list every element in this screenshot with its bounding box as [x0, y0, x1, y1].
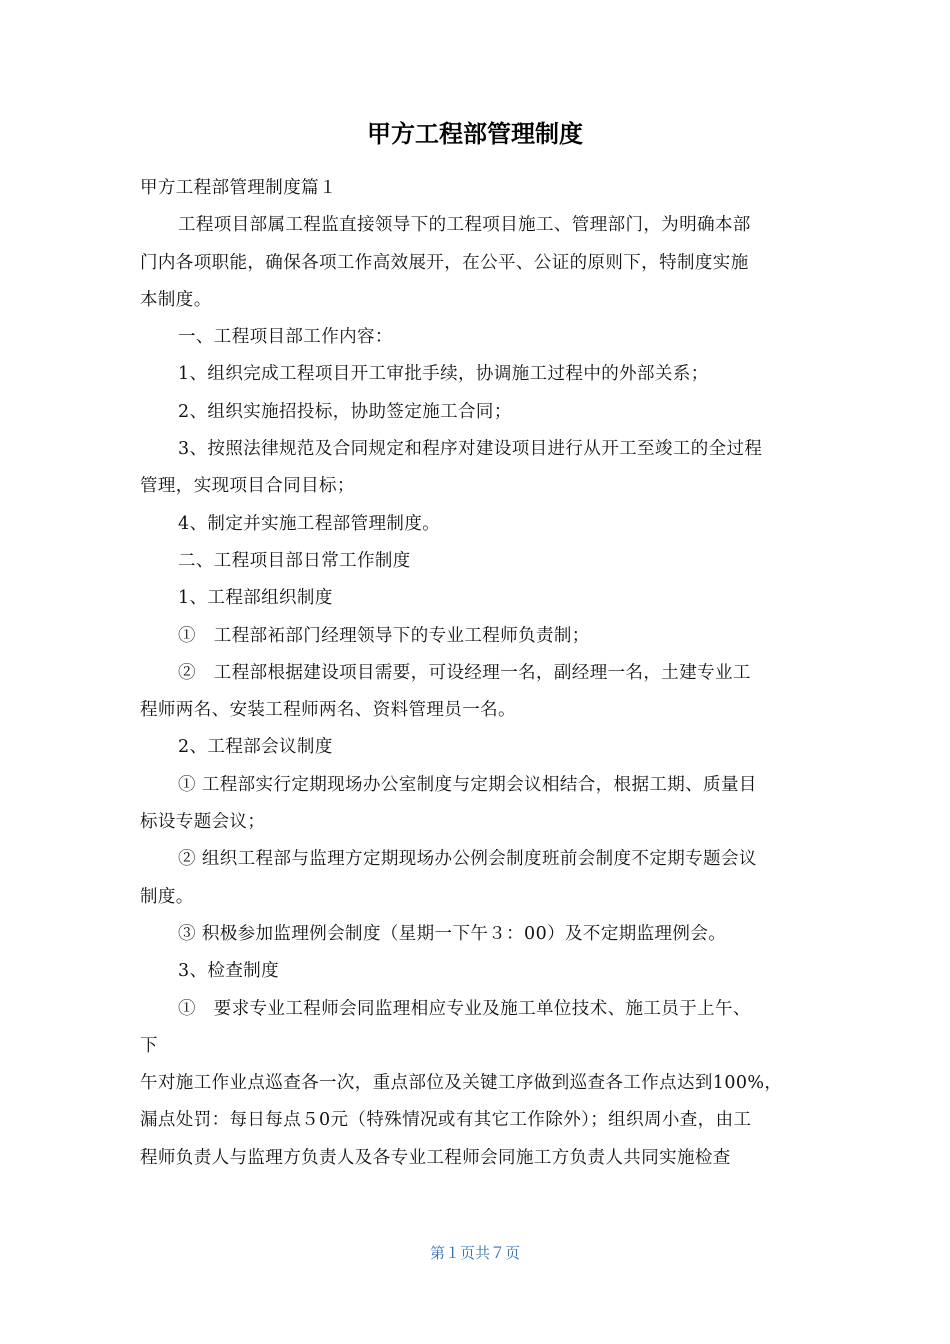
- paragraph-line: ① 工程部袥部门经理领导下的专业工程师负责制；: [178, 625, 590, 646]
- paragraph-line: 2、工程部会议制度: [178, 737, 333, 758]
- paragraph-line: ① 工程部实行定期现场办公室制度与定期会议相结合，根据工期、质量目: [178, 774, 757, 795]
- paragraph-line: ② 工程部根据建设项目需要，可设经理一名，副经理一名，土建专业工: [178, 662, 751, 683]
- paragraph-line: 程师两名、安装工程师两名、资料管理员一名。: [140, 700, 516, 721]
- paragraph-line: 管理，实现项目合同目标；: [140, 476, 355, 497]
- paragraph-line: 标设专题会议；: [140, 812, 266, 833]
- paragraph-line: 1、组织完成工程项目开工审批手续，协调施工过程中的外部关系；: [178, 364, 709, 385]
- paragraph-line: 一、工程项目部工作内容：: [178, 327, 393, 348]
- paragraph-line: 程师负责人与监理方负责人及各专业工程师会同施工方负责人共同实施检查: [140, 1147, 731, 1168]
- paragraph-line: ② 组织工程部与监理方定期现场办公例会制度班前会制度不定期专题会议: [178, 849, 757, 870]
- paragraph-line: 2、组织实施招投标，协助签定施工合同；: [178, 401, 512, 422]
- paragraph-line: 本制度。: [140, 289, 212, 310]
- paragraph-line: 门内各项职能，确保各项工作高效展开，在公平、公证的原则下，特制度实施: [140, 252, 749, 273]
- paragraph-line: 制度。: [140, 886, 194, 907]
- paragraph-line: 1、工程部组织制度: [178, 588, 333, 609]
- document-title: 甲方工程部管理制度: [367, 120, 583, 148]
- paragraph-line: 4、制定并实施工程部管理制度。: [178, 513, 441, 534]
- paragraph-line: 下: [140, 1035, 158, 1056]
- document-body: [140, 170, 805, 1177]
- page-number: 第１页共７页: [429, 1244, 520, 1262]
- paragraph-line: ① 要求专业工程师会同监理相应专业及施工单位技术、施工员于上午、: [178, 998, 751, 1019]
- paragraph-line: 漏点处罚：每日每点５0元（特殊情况或有其它工作除外）；组织周小查，由工: [140, 1110, 752, 1131]
- paragraph-line: ③ 积极参加监理例会制度（星期一下午３：00）及不定期监理例会。: [178, 923, 727, 944]
- paragraph-line: 午对施工作业点巡查各一次，重点部位及关键工序做到巡查各工作点达到100%，: [140, 1073, 783, 1094]
- paragraph-line: 3、检查制度: [178, 961, 280, 982]
- section-heading: 甲方工程部管理制度篇１: [140, 178, 337, 198]
- paragraph-line: 工程项目部属工程监直接领导下的工程项目施工、管理部门，为明确本部: [178, 215, 751, 236]
- paragraph-line: 3、按照法律规范及合同规定和程序对建设项目进行从开工至竣工的全过程: [178, 439, 763, 460]
- paragraph-line: 二、工程项目部日常工作制度: [178, 550, 411, 571]
